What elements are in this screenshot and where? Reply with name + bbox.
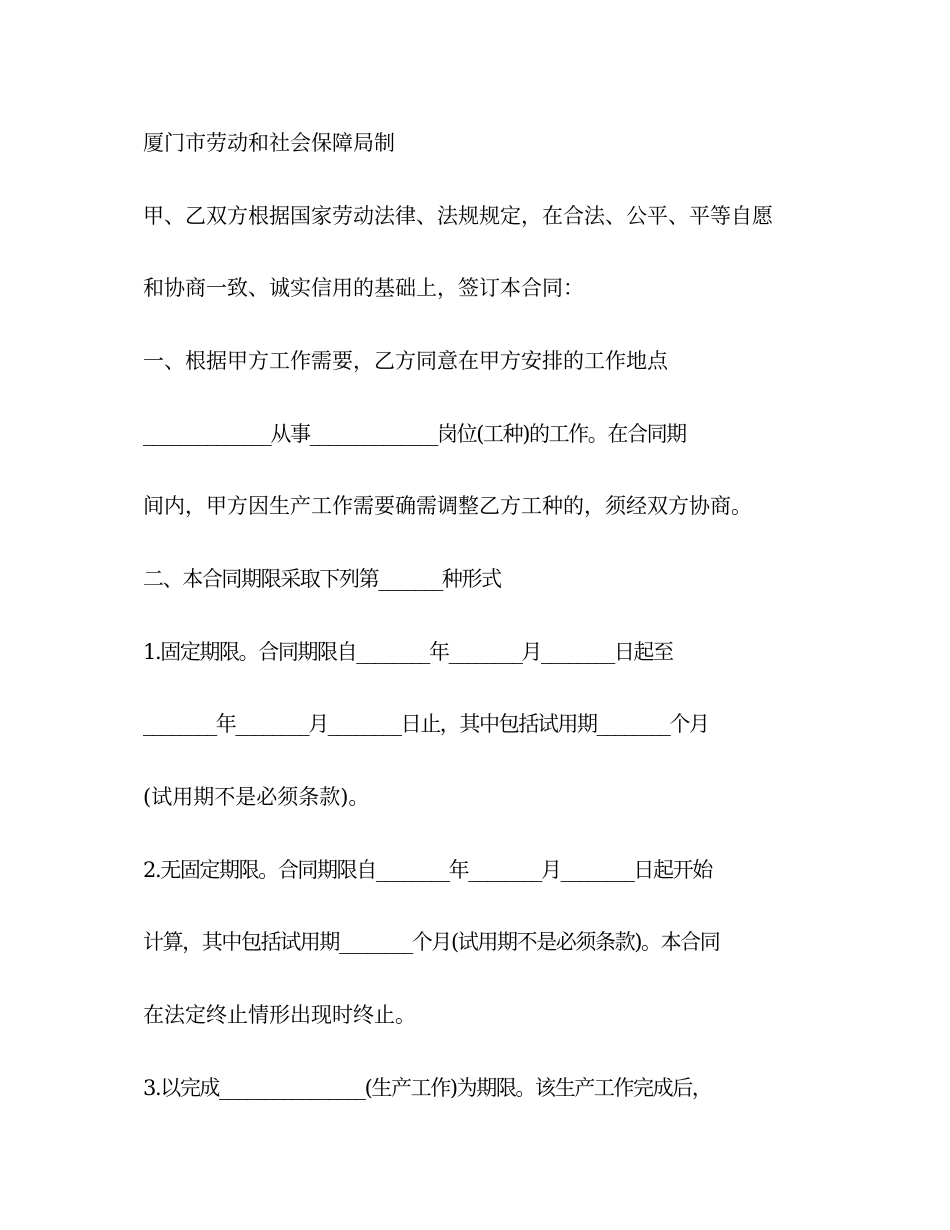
- clause-1-line-2: ______________从事______________岗位(工种)的工作。在合同期: [143, 422, 686, 446]
- clause-1-line-3: 间内，甲方因生产工作需要确需调整乙方工种的，须经双方协商。: [143, 494, 752, 518]
- preamble-line-2: 和协商一致、诚实信用的基础上，签订本合同：: [143, 276, 584, 300]
- preamble-line-1: 甲、乙双方根据国家劳动法律、法规规定，在合法、公平、平等自愿: [143, 204, 773, 228]
- clause-2-heading: 二、本合同期限采取下列第_______种形式: [143, 567, 501, 591]
- term-open-line-2: 计算，其中包括试用期________个月(试用期不是必须条款)。本合同: [143, 930, 720, 954]
- term-open-line-1: 2.无固定期限。合同期限自________年________月________日起开始: [143, 858, 712, 882]
- term-open-line-3: 在法定终止情形出现时终止。: [143, 1003, 416, 1027]
- term-fixed-line-2: ________年________月________日止，其中包括试用期________个月: [143, 712, 709, 736]
- term-fixed-line-3: (试用期不是必须条款)。: [143, 785, 370, 809]
- clause-1-line-1: 一、根据甲方工作需要，乙方同意在甲方安排的工作地点: [143, 349, 668, 373]
- term-task-line-1: 3.以完成________________(生产工作)为期限。该生产工作完成后，: [143, 1076, 712, 1100]
- issuer-line: 厦门市劳动和社会保障局制: [143, 131, 395, 155]
- term-fixed-line-1: 1.固定期限。合同期限自________年________月________日起至: [143, 640, 673, 664]
